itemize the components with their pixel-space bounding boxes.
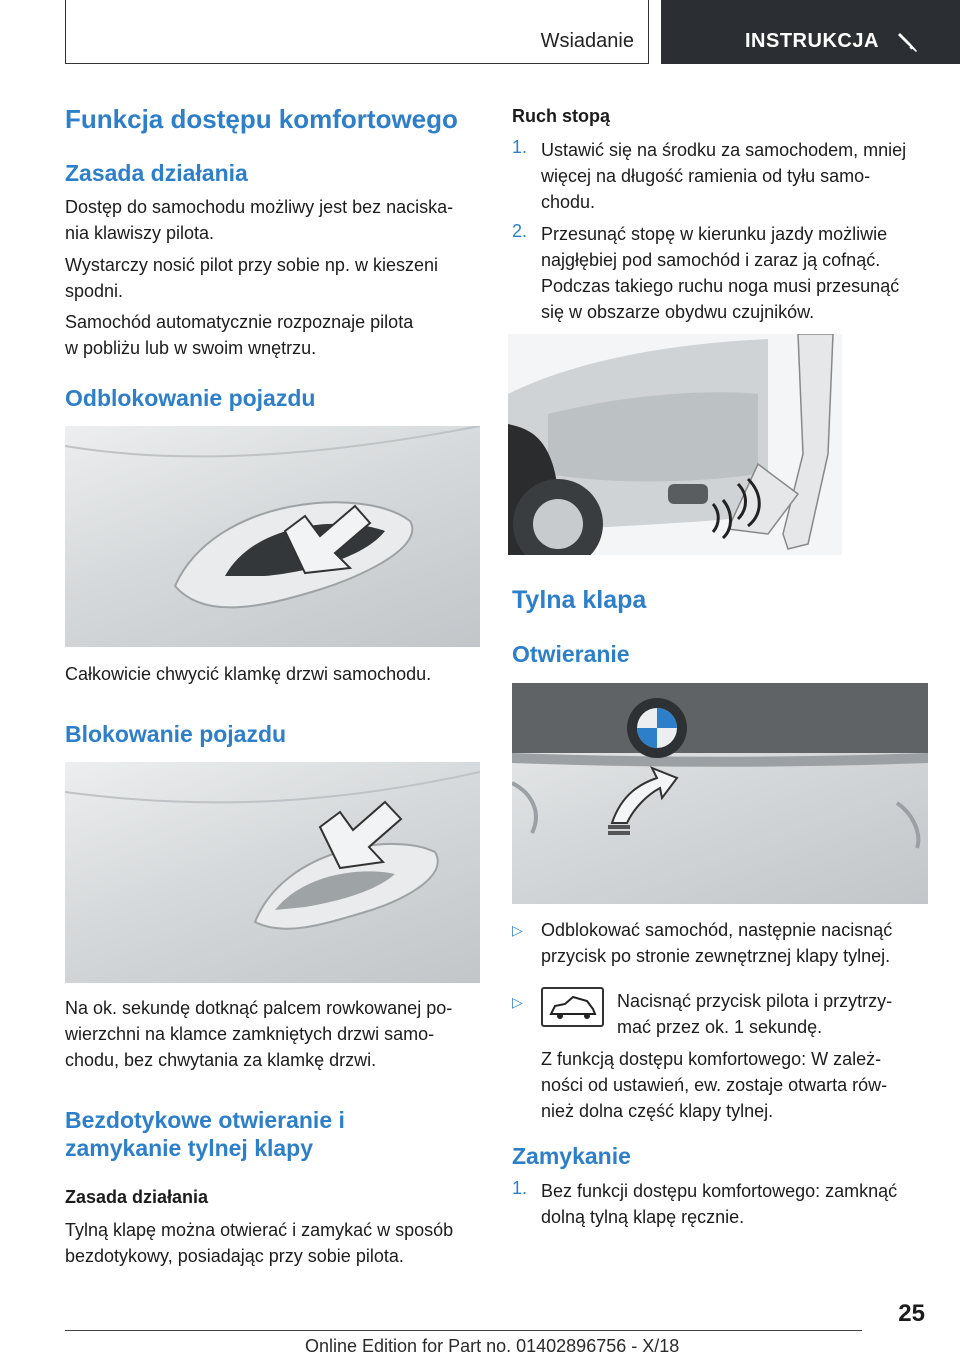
paragraph-2b: spodni. <box>65 281 124 301</box>
step-1-line-c: chodu. <box>541 192 596 212</box>
close-step-number: 1. <box>512 1178 528 1198</box>
illustration-foot-gesture <box>508 334 842 555</box>
step-1-line-b: więcej na długość ramienia od tyłu samo‐ <box>541 166 871 186</box>
step-2-line-a: Przesunąć stopę w kierunku jazdy możliwie <box>541 224 888 244</box>
bullet-marker-2: ▷ <box>512 994 523 1010</box>
heading-contactless-b: zamykanie tylnej klapy <box>65 1135 314 1161</box>
paragraph-1b: nia klawiszy pilota. <box>65 223 215 243</box>
caption-lock-a: Na ok. sekundę dotknąć palcem rowkowanej po‐ <box>65 998 453 1018</box>
heading-principle: Zasada działania <box>65 160 248 186</box>
step-1-line-a: Ustawić się na środku za samochodem, mniej <box>541 140 907 160</box>
paragraph-4a: Tylną klapę można otwierać i zamykać w sposób <box>65 1220 454 1240</box>
heading-unlock: Odblokowanie pojazdu <box>65 385 316 411</box>
bullet-1-line-a: Odblokować samochód, następnie nacisnąć <box>541 920 893 940</box>
bullet-2-line-d: ności od ustawień, ew. zostaje otwarta rów‐ <box>541 1075 888 1095</box>
illustration-door-handle-unlock <box>65 426 480 647</box>
illustration-door-handle-lock <box>65 762 480 983</box>
tool-icon <box>896 30 920 54</box>
page-number: 25 <box>898 1300 925 1327</box>
header-chapter-title: INSTRUKCJA <box>745 30 879 52</box>
bullet-1-line-b: przycisk po stronie zewnętrznej klapy tylnej. <box>541 946 891 966</box>
paragraph-2a: Wystarczy nosić pilot przy sobie np. w kieszeni <box>65 255 438 275</box>
footer-edition: Online Edition for Part no. 01402896756 - X/18 <box>305 1336 680 1356</box>
subheading-principle: Zasada działania <box>65 1187 209 1207</box>
remote-tailgate-button-icon <box>541 987 604 1027</box>
illustration-tailgate-button <box>512 683 928 904</box>
subheading-foot-movement: Ruch stopą <box>512 106 611 126</box>
footer-divider <box>65 1330 862 1331</box>
paragraph-4b: bezdotykowy, posiadając przy sobie pilota. <box>65 1246 404 1266</box>
heading-close: Zamykanie <box>512 1143 631 1169</box>
paragraph-1a: Dostęp do samochodu możliwy jest bez naciska‐ <box>65 197 454 217</box>
heading-tailgate: Tylna klapa <box>512 586 647 614</box>
close-step-line-b: dolną tylną klapę ręcznie. <box>541 1207 745 1227</box>
car-rear-foot-image <box>508 334 842 555</box>
step-2-line-b: najgłębiej pod samochód i zaraz ją cofnąć. <box>541 250 881 270</box>
bullet-2-line-e: nież dolna część klapy tylnej. <box>541 1101 774 1121</box>
door-handle-lock-image <box>65 762 480 983</box>
step-1-number: 1. <box>512 137 528 157</box>
step-2-line-c: Podczas takiego ruchu noga musi przesunąć <box>541 276 900 296</box>
step-2-line-d: się w obszarze obydwu czujników. <box>541 302 815 322</box>
heading-contactless-a: Bezdotykowe otwieranie i <box>65 1107 345 1133</box>
door-handle-image <box>65 426 480 647</box>
paragraph-3b: w pobliżu lub w swoim wnętrzu. <box>65 338 317 358</box>
paragraph-3a: Samochód automatycznie rozpoznaje pilota <box>65 312 414 332</box>
bullet-2-line-c: Z funkcją dostępu komfortowego: W zależ‐ <box>541 1049 882 1069</box>
close-step-line-a: Bez funkcji dostępu komfortowego: zamknąć <box>541 1181 898 1201</box>
bullet-marker-1: ▷ <box>512 922 523 938</box>
heading-lock: Blokowanie pojazdu <box>65 721 287 747</box>
caption-lock-c: chodu, bez chwytania za klamkę drzwi. <box>65 1050 377 1070</box>
tailgate-button-image <box>512 683 928 904</box>
car-tailgate-icon <box>543 989 602 1025</box>
step-2-number: 2. <box>512 221 528 241</box>
caption-unlock: Całkowicie chwycić klamkę drzwi samochodu. <box>65 664 432 684</box>
bullet-2-line-a: Nacisnąć przycisk pilota i przytrzy‐ <box>617 991 893 1011</box>
heading-open: Otwieranie <box>512 641 630 667</box>
caption-lock-b: wierzchni na klamce zamkniętych drzwi samo‐ <box>65 1024 435 1044</box>
header-section-title: Wsiadanie <box>540 30 634 52</box>
page-title: Funkcja dostępu komfortowego <box>65 104 458 134</box>
bullet-2-line-b: mać przez ok. 1 sekundę. <box>617 1017 823 1037</box>
